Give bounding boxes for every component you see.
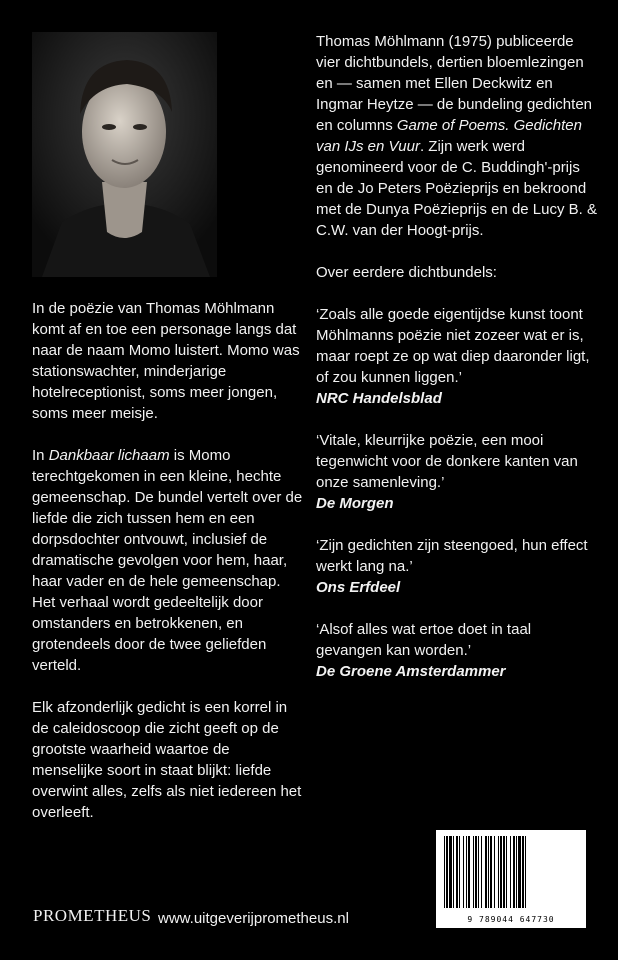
description-paragraph-2: In Dankbaar lichaam is Momo terechtgekomen in een kleine, hechte gemeenschap. De bundel vertelt over de liefde die zich tussen hem en een dorpsdochter ontvouwt, inclusief de dramatische gevolgen voor hem, haar, haar vader en de hele gemeenschap. Het verhaal wordt gedeeltelijk door omstanders en betrokkenen, en grotendeels door de twee geliefden verteld. — [32, 447, 303, 674]
reviews-intro: Over eerdere dichtbundels: — [316, 264, 497, 281]
author-portrait-image — [32, 32, 217, 277]
description-paragraph-3: Elk afzonderlijk gedicht is een korrel in de caleidoscoop die zicht geeft op de grootste waarheid waartoe de menselijke soort in staat blijkt: liefde overwint alles, zelfs als niet iedereen het overleeft. — [32, 699, 302, 821]
review-text: ‘Vitale, kleurrijke poëzie, een mooi tegenwicht voor de donkere kanten van onze samenleving.’ — [316, 432, 578, 491]
description-paragraph-1: In de poëzie van Thomas Möhlmann komt af en toe een personage langs dat naar de naam Momo luistert. Momo was stationswachter, minderjarige hotelreceptionist, soms meer jongen, soms meer meisje. — [32, 300, 300, 422]
review-text: ‘Zijn gedichten zijn steengoed, hun effect werkt lang na.’ — [316, 537, 588, 575]
review-quote — [316, 304, 598, 409]
publisher-website[interactable]: www.uitgeverijprometheus.nl — [158, 910, 349, 927]
review-quote — [316, 535, 598, 598]
publisher-logo: PROMETHEUS — [33, 906, 152, 925]
author-photo — [32, 32, 217, 277]
review-text: ‘Zoals alle goede eigentijdse kunst toont Möhlmanns poëzie niet zozeer wat er is, maar roept ze op wat diep daaronder ligt, of zou kunnen liggen.’ — [316, 306, 590, 386]
review-quote — [316, 430, 598, 514]
author-bio: Thomas Möhlmann (1975) publiceerde vier dichtbundels, dertien bloemlezingen en — samen met Ellen Deckwitz en Ingmar Heytze — de bundeling gedichten en columns Game of Poems. Gedichten van IJs en Vuur. Zijn werk werd genomineerd voor de C. Buddingh'-prijs en de Jo Peters Poëzieprijs en bekroond met de Dunya Poëzieprijs en de Lucy B. & C.W. van der Hoogt-prijs. — [316, 33, 597, 239]
review-source: Ons Erfdeel — [316, 579, 401, 596]
description-column — [32, 298, 304, 823]
barcode-bars-icon — [436, 830, 586, 910]
review-source: NRC Handelsblad — [316, 390, 442, 407]
author-and-reviews-column — [316, 31, 598, 703]
review-text: ‘Alsof alles wat ertoe doet in taal gevangen kan worden.’ — [316, 621, 532, 659]
review-source: De Groene Amsterdammer — [316, 663, 506, 680]
review-source: De Morgen — [316, 495, 394, 512]
isbn-barcode — [436, 830, 586, 928]
bio-book-title: Game of Poems. Gedichten van IJs en Vuur — [316, 117, 582, 155]
book-title: Dankbaar lichaam — [48, 447, 170, 464]
isbn-digits: 9 789044 647730 — [467, 915, 555, 924]
review-quote — [316, 619, 598, 682]
